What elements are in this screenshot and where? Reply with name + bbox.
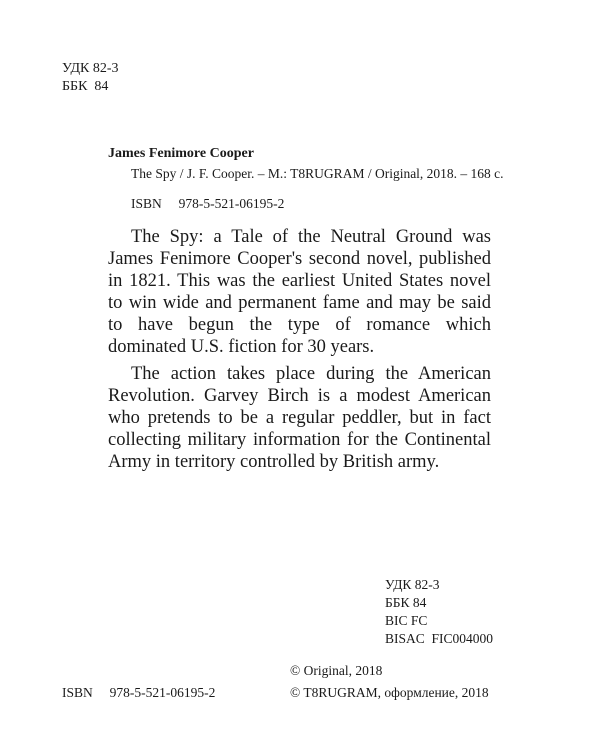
copyright-original: © Original, 2018 <box>290 663 383 678</box>
annotation-text <box>108 226 491 478</box>
annotation-paragraph-1: The Spy: a Tale of the Neutral Ground was James Fenimore Cooper's second novel, published in 1821. This was the earliest United States novel to win wide and permanent fame and may be said to have begun the type of romance which dominated U.S. fiction for 30 years. <box>108 227 491 357</box>
isbn-top: ISBN 978-5-521-06195-2 <box>131 196 285 211</box>
bbk-code: ББК 84 <box>62 79 109 94</box>
classification-top <box>62 60 119 96</box>
udk-code: УДК 82-3 <box>62 61 119 76</box>
author-name: James Fenimore Cooper <box>108 146 254 161</box>
udk-code-bottom: УДК 82-3 <box>385 577 440 592</box>
classification-bottom <box>385 576 493 648</box>
copyright-publisher: © T8RUGRAM, оформление, 2018 <box>290 685 489 700</box>
bibliographic-line: The Spy / J. F. Cooper. – M.: T8RUGRAM / Original, 2018. – 168 с. <box>131 166 504 181</box>
bic-code: BIC FC <box>385 613 428 628</box>
annotation-paragraph-2: The action takes place during the American Revolution. Garvey Birch is a modest American who pretends to be a regular peddler, but in fact collecting military information for the Continental Army in territory controlled by British army. <box>108 364 491 472</box>
bbk-code-bottom: ББК 84 <box>385 595 427 610</box>
bisac-code: BISAC FIC004000 <box>385 631 494 646</box>
copyright-block <box>290 660 489 704</box>
isbn-bottom: ISBN 978-5-521-06195-2 <box>62 685 216 700</box>
